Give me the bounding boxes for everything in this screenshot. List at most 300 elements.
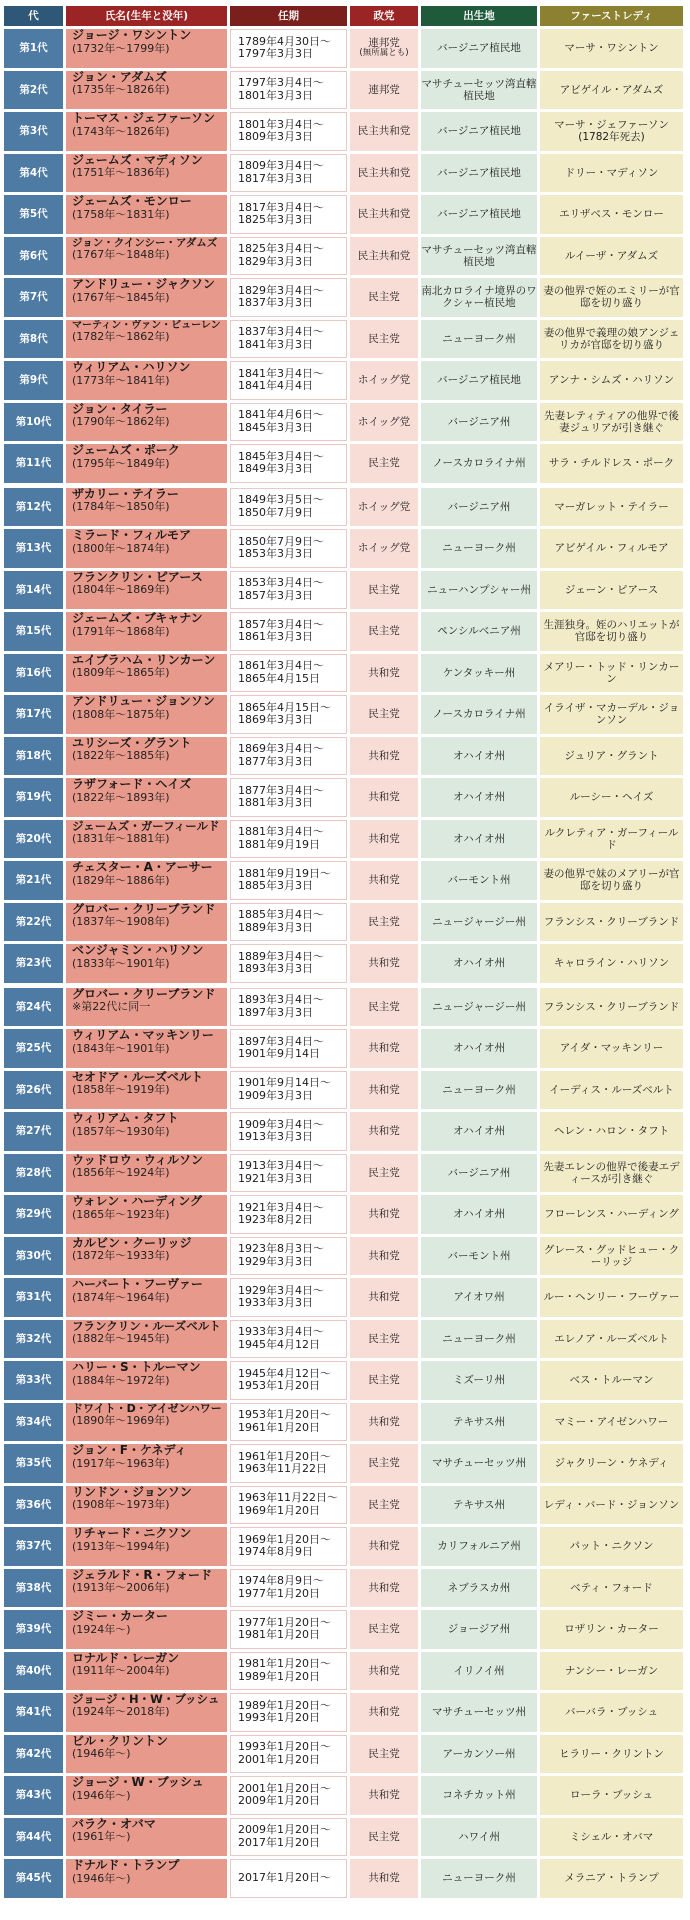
first-lady: 妻の他界で姪のエミリーが官邸を切り盛り — [540, 278, 683, 317]
president-name-cell — [66, 1154, 227, 1193]
birthplace: ニューハンプシャー州 — [421, 571, 537, 610]
term-end: 1817年3月3日 — [238, 171, 313, 185]
life-years: (1809年〜1865年) — [72, 666, 170, 680]
table-row — [4, 861, 686, 900]
life-years: (1751年〜1836年) — [72, 166, 170, 180]
header-party: 政党 — [350, 6, 418, 26]
first-lady: イライザ・マカーデル・ジョンソン — [540, 695, 683, 734]
birthplace: ネブラスカ州 — [421, 1569, 537, 1608]
party-name: 民主党 — [368, 1498, 400, 1511]
party-cell — [350, 361, 418, 400]
term-start: 1837年3月4日〜 — [238, 325, 324, 339]
table-row — [4, 903, 686, 942]
life-years: (1773年〜1841年) — [72, 373, 170, 387]
birthplace: オハイオ州 — [421, 1195, 537, 1234]
first-lady: エレノア・ルーズベルト — [540, 1320, 683, 1359]
president-number: 第5代 — [4, 195, 63, 234]
term-start: 1857年3月4日〜 — [238, 617, 324, 631]
birthplace: カリフォルニア州 — [421, 1527, 537, 1566]
term-start: 1974年8月9日〜 — [238, 1574, 324, 1588]
table-row — [4, 1652, 686, 1691]
president-name: ドワイト・D・アイゼンハワー — [72, 1402, 222, 1415]
president-number: 第39代 — [4, 1610, 63, 1649]
president-name: ジョン・F・ケネディ — [72, 1444, 187, 1457]
life-years: (1856年〜1924年) — [72, 1166, 170, 1180]
term-cell — [230, 1527, 347, 1566]
president-name-cell — [66, 1610, 227, 1649]
party-cell — [350, 1444, 418, 1483]
term-cell — [230, 861, 347, 900]
birthplace: オハイオ州 — [421, 737, 537, 776]
table-row — [4, 1486, 686, 1525]
party-cell — [350, 737, 418, 776]
birthplace: バーモント州 — [421, 861, 537, 900]
president-number: 第44代 — [4, 1818, 63, 1857]
president-name-cell — [66, 237, 227, 276]
president-name: ジョージ・W・ブッシュ — [72, 1776, 204, 1789]
party-cell — [350, 71, 418, 110]
party-name: 共和党 — [368, 1291, 400, 1304]
president-name-cell — [66, 1735, 227, 1774]
term-start: 1853年3月4日〜 — [238, 576, 324, 590]
term-end: 1877年3月3日 — [238, 754, 313, 768]
term-cell — [230, 1486, 347, 1525]
term-end: 2017年1月20日 — [238, 1835, 320, 1849]
president-name-cell — [66, 29, 227, 68]
header-name: 氏名(生年と没年) — [66, 6, 227, 26]
term-end: 1953年1月20日 — [238, 1379, 320, 1393]
life-years: (1865年〜1923年) — [72, 1207, 170, 1221]
term-end: 1797年3月3日 — [238, 47, 313, 61]
president-name: アンドリュー・ジョンソン — [72, 695, 215, 708]
president-number: 第29代 — [4, 1195, 63, 1234]
term-end: 1853年3月3日 — [238, 547, 313, 561]
term-end: 1829年3月3日 — [238, 254, 313, 268]
table-row — [4, 195, 686, 234]
term-cell — [230, 1444, 347, 1483]
president-number: 第36代 — [4, 1486, 63, 1525]
president-number: 第24代 — [4, 988, 63, 1027]
term-start: 1923年8月3日〜 — [238, 1242, 324, 1256]
party-name: ホイッグ党 — [357, 415, 411, 428]
term-end: 1857年3月3日 — [238, 588, 313, 602]
term-start: 1909年3月4日〜 — [238, 1117, 324, 1131]
term-cell — [230, 1610, 347, 1649]
term-cell — [230, 361, 347, 400]
president-name: ジェラルド・R・フォード — [72, 1568, 213, 1582]
term-cell — [230, 444, 347, 483]
president-name-cell — [66, 1527, 227, 1566]
term-end: 1837年3月3日 — [238, 296, 313, 310]
president-name: ラザフォード・ヘイズ — [72, 778, 192, 791]
birthplace: オハイオ州 — [421, 1112, 537, 1151]
president-name: ジェームズ・ポーク — [72, 444, 180, 457]
life-years: (1858年〜1919年) — [72, 1083, 170, 1097]
president-number: 第41代 — [4, 1693, 63, 1732]
first-lady: 先妻レティティアの他界で後妻ジュリアが引き継ぐ — [540, 403, 683, 442]
life-years: (1808年〜1875年) — [72, 707, 170, 721]
party-cell — [350, 988, 418, 1027]
birthplace: ニューヨーク州 — [421, 320, 537, 359]
table-row — [4, 1693, 686, 1732]
table-row — [4, 1112, 686, 1151]
term-start: 1977年1月20日〜 — [238, 1615, 331, 1629]
president-number: 第9代 — [4, 361, 63, 400]
president-name: ハーバート・フーヴァー — [72, 1278, 203, 1291]
president-name: リンドン・ジョンソン — [72, 1485, 192, 1499]
party-name: 民主党 — [368, 1623, 400, 1636]
party-name: 共和党 — [368, 957, 400, 970]
life-years: (1732年〜1799年) — [72, 41, 170, 55]
term-cell — [230, 1112, 347, 1151]
president-name: ジョージ・ワシントン — [72, 29, 192, 42]
party-name: 共和党 — [368, 1581, 400, 1594]
life-years: (1874年〜1964年) — [72, 1290, 170, 1304]
party-cell — [350, 1818, 418, 1857]
party-name: 民主党 — [368, 332, 400, 345]
president-number: 第6代 — [4, 237, 63, 276]
life-years: (1911年〜2004年) — [72, 1664, 170, 1678]
term-end: 2001年1月20日 — [238, 1752, 320, 1766]
president-name: トーマス・ジェファーソン — [72, 112, 216, 125]
party-name: 民主党 — [368, 291, 400, 304]
president-name-cell — [66, 903, 227, 942]
first-lady: アンナ・シムズ・ハリソン — [540, 361, 683, 400]
table-row — [4, 988, 686, 1027]
header-number: 代 — [4, 6, 63, 26]
table-row — [4, 1859, 686, 1898]
party-name: 民主共和党 — [357, 166, 411, 179]
party-cell — [350, 1569, 418, 1608]
birthplace: テキサス州 — [421, 1403, 537, 1442]
president-name: ジェームズ・ガーフィールド — [72, 819, 220, 833]
life-years: (1800年〜1874年) — [72, 541, 170, 555]
term-cell — [230, 1403, 347, 1442]
term-cell — [230, 320, 347, 359]
president-name-cell — [66, 861, 227, 900]
term-cell — [230, 195, 347, 234]
party-cell — [350, 1403, 418, 1442]
president-name: ベンジャミン・ハリソン — [72, 944, 204, 957]
president-name-cell — [66, 112, 227, 151]
table-row — [4, 320, 686, 359]
birthplace: ニューヨーク州 — [421, 1859, 537, 1898]
party-name: 共和党 — [368, 1415, 400, 1428]
president-name-cell — [66, 444, 227, 483]
first-lady: フランシス・クリーブランド — [540, 988, 683, 1027]
first-lady: ロザリン・カーター — [540, 1610, 683, 1649]
president-name-cell — [66, 154, 227, 193]
president-name: バラク・オバマ — [72, 1817, 156, 1831]
party-cell — [350, 944, 418, 983]
term-end: 1974年8月9日 — [238, 1545, 313, 1559]
table-row — [4, 695, 686, 734]
term-cell — [230, 71, 347, 110]
life-years: (1837年〜1908年) — [72, 915, 170, 929]
president-name: エイブラハム・リンカーン — [72, 653, 216, 667]
term-cell — [230, 1859, 347, 1898]
life-years: (1946年〜) — [72, 1788, 131, 1802]
term-start: 2001年1月20日〜 — [238, 1781, 331, 1795]
president-name-cell — [66, 820, 227, 859]
birthplace: ニューヨーク州 — [421, 1071, 537, 1110]
president-number: 第33代 — [4, 1361, 63, 1400]
president-name: ジョージ・H・W・ブッシュ — [72, 1693, 220, 1706]
table-row — [4, 1776, 686, 1815]
term-start: 1963年11月22日〜 — [238, 1491, 338, 1505]
term-end: 1897年3月3日 — [238, 1005, 313, 1019]
president-number: 第3代 — [4, 112, 63, 151]
table-row — [4, 237, 686, 276]
table-row — [4, 1444, 686, 1483]
term-start: 1893年3月4日〜 — [238, 993, 324, 1007]
president-number: 第38代 — [4, 1569, 63, 1608]
president-number: 第31代 — [4, 1278, 63, 1317]
term-start: 1841年4月6日〜 — [238, 408, 324, 422]
life-years: (1924年〜2018年) — [72, 1705, 170, 1719]
term-end: 1901年9月14日 — [238, 1047, 320, 1061]
table-row — [4, 1527, 686, 1566]
term-cell — [230, 1195, 347, 1234]
first-lady: アビゲイル・フィルモア — [540, 529, 683, 568]
party-name: 共和党 — [368, 666, 400, 679]
president-name-cell — [66, 529, 227, 568]
president-name-cell — [66, 278, 227, 317]
table-row — [4, 737, 686, 776]
first-lady: ローラ・ブッシュ — [540, 1776, 683, 1815]
term-cell — [230, 237, 347, 276]
president-name: マーティン・ヴァン・ビューレン — [72, 319, 221, 331]
term-start: 1945年4月12日〜 — [238, 1366, 331, 1380]
president-name: ミラード・フィルモア — [72, 529, 192, 542]
party-cell — [350, 278, 418, 317]
term-end: 1881年9月19日 — [238, 837, 320, 851]
party-cell — [350, 820, 418, 859]
term-end: 2009年1月20日 — [238, 1794, 320, 1808]
term-start: 1897年3月4日〜 — [238, 1034, 324, 1048]
president-number: 第10代 — [4, 403, 63, 442]
president-name-cell — [66, 403, 227, 442]
president-name-cell — [66, 654, 227, 693]
first-lady: 先妻エレンの他界で後妻エディースが引き継ぐ — [540, 1154, 683, 1193]
president-name: ビル・クリントン — [72, 1734, 169, 1748]
presidents-table — [4, 6, 686, 1901]
birthplace: バージニア植民地 — [421, 112, 537, 151]
table-row — [4, 778, 686, 817]
president-name-cell — [66, 1859, 227, 1898]
president-name-cell — [66, 1693, 227, 1732]
life-years: (1767年〜1848年) — [72, 247, 170, 261]
party-name: 共和党 — [368, 1083, 400, 1096]
term-end: 1921年3月3日 — [238, 1171, 313, 1185]
president-name: ジェームズ・ブキャナン — [72, 612, 203, 625]
table-row — [4, 1735, 686, 1774]
term-end: 1945年4月12日 — [238, 1337, 320, 1351]
birthplace: バージニア植民地 — [421, 154, 537, 193]
table-row — [4, 1569, 686, 1608]
term-cell — [230, 1693, 347, 1732]
first-lady: ベティ・フォード — [540, 1569, 683, 1608]
president-name-cell — [66, 778, 227, 817]
term-start: 1913年3月4日〜 — [238, 1159, 324, 1173]
president-name-cell — [66, 737, 227, 776]
birthplace: ニュージャージー州 — [421, 903, 537, 942]
first-lady: バーバラ・ブッシュ — [540, 1693, 683, 1732]
party-name: 民主党 — [368, 1457, 400, 1470]
first-lady: アイダ・マッキンリー — [540, 1029, 683, 1068]
life-years: (1884年〜1972年) — [72, 1373, 170, 1387]
first-lady: 妻の他界で妹のメアリーが官邸を切り盛り — [540, 861, 683, 900]
life-years: (1743年〜1826年) — [72, 124, 170, 138]
life-years: (1882年〜1945年) — [72, 1331, 170, 1345]
term-start: 1901年9月14日〜 — [238, 1076, 331, 1090]
party-cell — [350, 571, 418, 610]
president-name: カルビン・クーリッジ — [72, 1236, 192, 1250]
table-row — [4, 1195, 686, 1234]
term-cell — [230, 278, 347, 317]
term-start: 1817年3月4日〜 — [238, 200, 324, 214]
term-start: 1885年3月4日〜 — [238, 908, 324, 922]
party-name: 共和党 — [368, 1042, 400, 1055]
birthplace: バーモント州 — [421, 1237, 537, 1276]
table-row — [4, 1071, 686, 1110]
first-lady: サラ・チルドレス・ポーク — [540, 444, 683, 483]
party-name: 民主党 — [368, 1000, 400, 1013]
president-name: ウィリアム・ハリソン — [72, 361, 191, 374]
birthplace: オハイオ州 — [421, 944, 537, 983]
term-end: 1865年4月15日 — [238, 671, 320, 685]
president-name: セオドア・ルーズベルト — [72, 1070, 204, 1084]
president-name-cell — [66, 1195, 227, 1234]
president-name-cell — [66, 1652, 227, 1691]
term-cell — [230, 1071, 347, 1110]
president-name: ロナルド・レーガン — [72, 1651, 180, 1665]
birthplace: マサチューセッツ湾直轄植民地 — [421, 237, 537, 276]
party-name: 共和党 — [368, 1208, 400, 1221]
party-name: 共和党 — [368, 749, 400, 762]
party-cell — [350, 444, 418, 483]
term-start: 1801年3月4日〜 — [238, 117, 324, 131]
president-name-cell — [66, 1071, 227, 1110]
president-name-cell — [66, 488, 227, 527]
party-cell — [350, 1859, 418, 1898]
party-name: 民主党 — [368, 457, 400, 470]
first-lady: ドリー・マディソン — [540, 154, 683, 193]
life-years: (1872年〜1933年) — [72, 1249, 170, 1263]
life-years: (1946年〜) — [72, 1747, 131, 1761]
birthplace: ニュージャージー州 — [421, 988, 537, 1027]
table-row — [4, 154, 686, 193]
president-number: 第22代 — [4, 903, 63, 942]
table-row — [4, 403, 686, 442]
party-cell — [350, 778, 418, 817]
first-lady: イーディス・ルーズベルト — [540, 1071, 683, 1110]
term-end: 1977年1月20日 — [238, 1586, 320, 1600]
birthplace: テキサス州 — [421, 1486, 537, 1525]
party-cell — [350, 1610, 418, 1649]
party-note: (無所属とも) — [359, 48, 409, 59]
term-start: 1889年3月4日〜 — [238, 949, 324, 963]
president-number: 第25代 — [4, 1029, 63, 1068]
term-end: 1893年3月3日 — [238, 962, 313, 976]
birthplace: バージニア植民地 — [421, 195, 537, 234]
party-name: 共和党 — [368, 1872, 400, 1885]
first-lady: ルイーザ・アダムズ — [540, 237, 683, 276]
first-lady: ルクレティア・ガーフィールド — [540, 820, 683, 859]
term-cell — [230, 1361, 347, 1400]
party-cell — [350, 154, 418, 193]
table-row — [4, 571, 686, 610]
president-name: ドナルド・トランプ — [72, 1859, 180, 1872]
table-row — [4, 29, 686, 68]
term-cell — [230, 1818, 347, 1857]
life-years: (1908年〜1973年) — [72, 1498, 170, 1512]
term-start: 1881年3月4日〜 — [238, 825, 324, 839]
table-body — [4, 29, 686, 1898]
president-name-cell — [66, 1320, 227, 1359]
president-name: リチャード・ニクソン — [72, 1527, 192, 1540]
president-name-cell — [66, 988, 227, 1027]
term-end: 1849年3月3日 — [238, 462, 313, 476]
president-name: ウィリアム・タフト — [72, 1112, 179, 1125]
first-lady: マーサ・ワシントン — [540, 29, 683, 68]
birthplace: バージニア州 — [421, 403, 537, 442]
first-lady: ベス・トルーマン — [540, 1361, 683, 1400]
party-name: 共和党 — [368, 1706, 400, 1719]
life-years: (1782年〜1862年) — [72, 330, 170, 343]
president-number: 第35代 — [4, 1444, 63, 1483]
president-name: ウィリアム・マッキンリー — [72, 1029, 214, 1042]
president-name-cell — [66, 1776, 227, 1815]
term-start: 1953年1月20日〜 — [238, 1408, 331, 1422]
table-row — [4, 654, 686, 693]
president-name-cell — [66, 1237, 227, 1276]
president-name-cell — [66, 695, 227, 734]
president-number: 第23代 — [4, 944, 63, 983]
term-start: 2017年1月20日〜 — [238, 1870, 331, 1884]
term-cell — [230, 1776, 347, 1815]
party-cell — [350, 1693, 418, 1732]
table-row — [4, 944, 686, 983]
table-row — [4, 1237, 686, 1276]
term-end: 1961年1月20日 — [238, 1420, 320, 1434]
president-name-cell — [66, 1486, 227, 1525]
term-start: 1881年9月19日〜 — [238, 866, 331, 880]
term-end: 1933年3月3日 — [238, 1296, 313, 1310]
term-end: 1885年3月3日 — [238, 879, 313, 893]
party-name: 共和党 — [368, 1125, 400, 1138]
term-start: 1989年1月20日〜 — [238, 1698, 331, 1712]
life-years: (1791年〜1868年) — [72, 624, 170, 638]
president-number: 第21代 — [4, 861, 63, 900]
president-name-cell — [66, 1818, 227, 1857]
birthplace: バージニア植民地 — [421, 29, 537, 68]
party-name: 民主党 — [368, 625, 400, 638]
term-cell — [230, 612, 347, 651]
president-name: ジョン・クインシー・アダムズ — [72, 236, 218, 249]
president-name-cell — [66, 1112, 227, 1151]
party-cell — [350, 320, 418, 359]
first-lady: ナンシー・レーガン — [540, 1652, 683, 1691]
life-years: (1784年〜1850年) — [72, 500, 170, 514]
term-cell — [230, 154, 347, 193]
party-cell — [350, 654, 418, 693]
term-start: 1933年3月4日〜 — [238, 1325, 324, 1339]
term-cell — [230, 1278, 347, 1317]
header-first-lady: ファーストレディ — [540, 6, 683, 26]
president-number: 第28代 — [4, 1154, 63, 1193]
president-number: 第8代 — [4, 320, 63, 359]
